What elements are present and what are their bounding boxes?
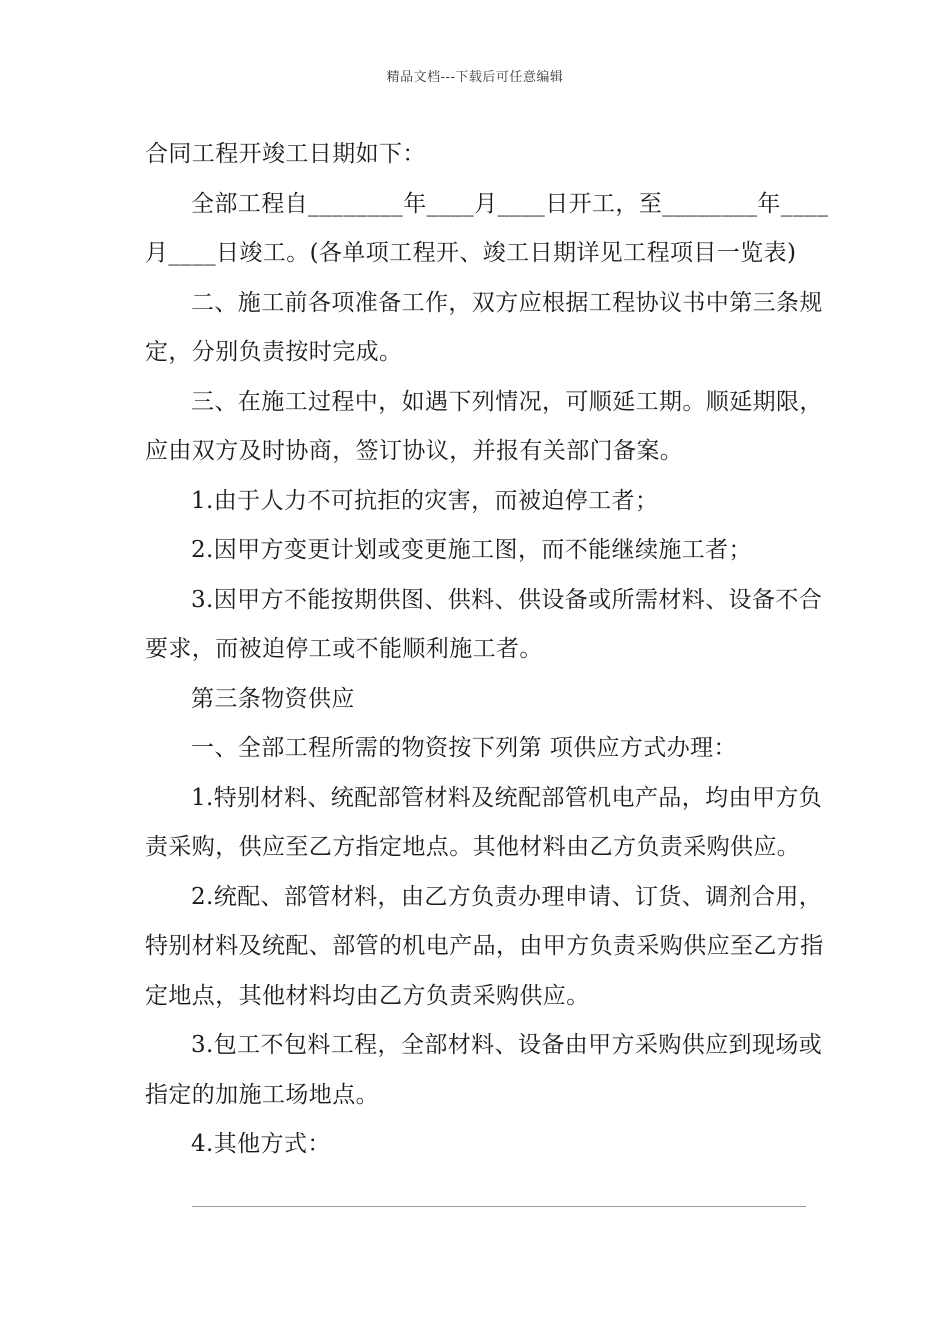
- text-line: 责采购，供应至乙方指定地点。其他材料由乙方负责采购供应。: [145, 834, 801, 860]
- text-line: 合同工程开竣工日期如下：: [145, 141, 426, 167]
- text-line: 2.统配、部管材料，由乙方负责办理申请、订货、调剂合用，: [191, 883, 823, 910]
- text-line: 要求，而被迫停工或不能顺利施工者。: [145, 636, 543, 662]
- text-line: 2.因甲方变更计划或变更施工图，而不能继续施工者；: [191, 537, 752, 563]
- text-line: 三、在施工过程中，如遇下列情况，可顺延工期。顺延期限，: [191, 388, 823, 415]
- text-line: 一、全部工程所需的物资按下列第 项供应方式办理：: [191, 735, 737, 761]
- document-body: [145, 130, 829, 1170]
- text-line: 指定的加施工场地点。: [145, 1081, 379, 1108]
- text-line: 定，分别负责按时完成。: [145, 339, 403, 365]
- fill-in-blank-line: [192, 1206, 806, 1207]
- text-line: 月____日竣工。(各单项工程开、竣工日期详见工程项目一览表): [145, 240, 797, 266]
- text-line: 应由双方及时协商，签订协议，并报有关部门备案。: [145, 438, 684, 464]
- page-header: 精品文档---下载后可任意编辑: [386, 70, 564, 85]
- text-line: 3.因甲方不能按期供图、供料、供设备或所需材料、设备不合: [191, 586, 823, 613]
- text-line: 1.特别材料、统配部管材料及统配部管机电产品，均由甲方负: [191, 784, 823, 811]
- text-line: 定地点，其他材料均由乙方负责采购供应。: [145, 982, 590, 1009]
- section-heading: 第三条物资供应: [191, 685, 355, 712]
- text-line: 二、施工前各项准备工作，双方应根据工程协议书中第三条规: [191, 289, 823, 316]
- text-line: 1.由于人力不可抗拒的灾害，而被迫停工者；: [191, 487, 659, 514]
- text-line: 3.包工不包料工程，全部材料、设备由甲方采购供应到现场或: [191, 1032, 823, 1058]
- text-line: 特别材料及统配、部管的机电产品，由甲方负责采购供应至乙方指: [145, 933, 824, 959]
- text-line: 4.其他方式：: [191, 1131, 331, 1157]
- text-line: 全部工程自________年____月____日开工，至________年____: [191, 190, 829, 217]
